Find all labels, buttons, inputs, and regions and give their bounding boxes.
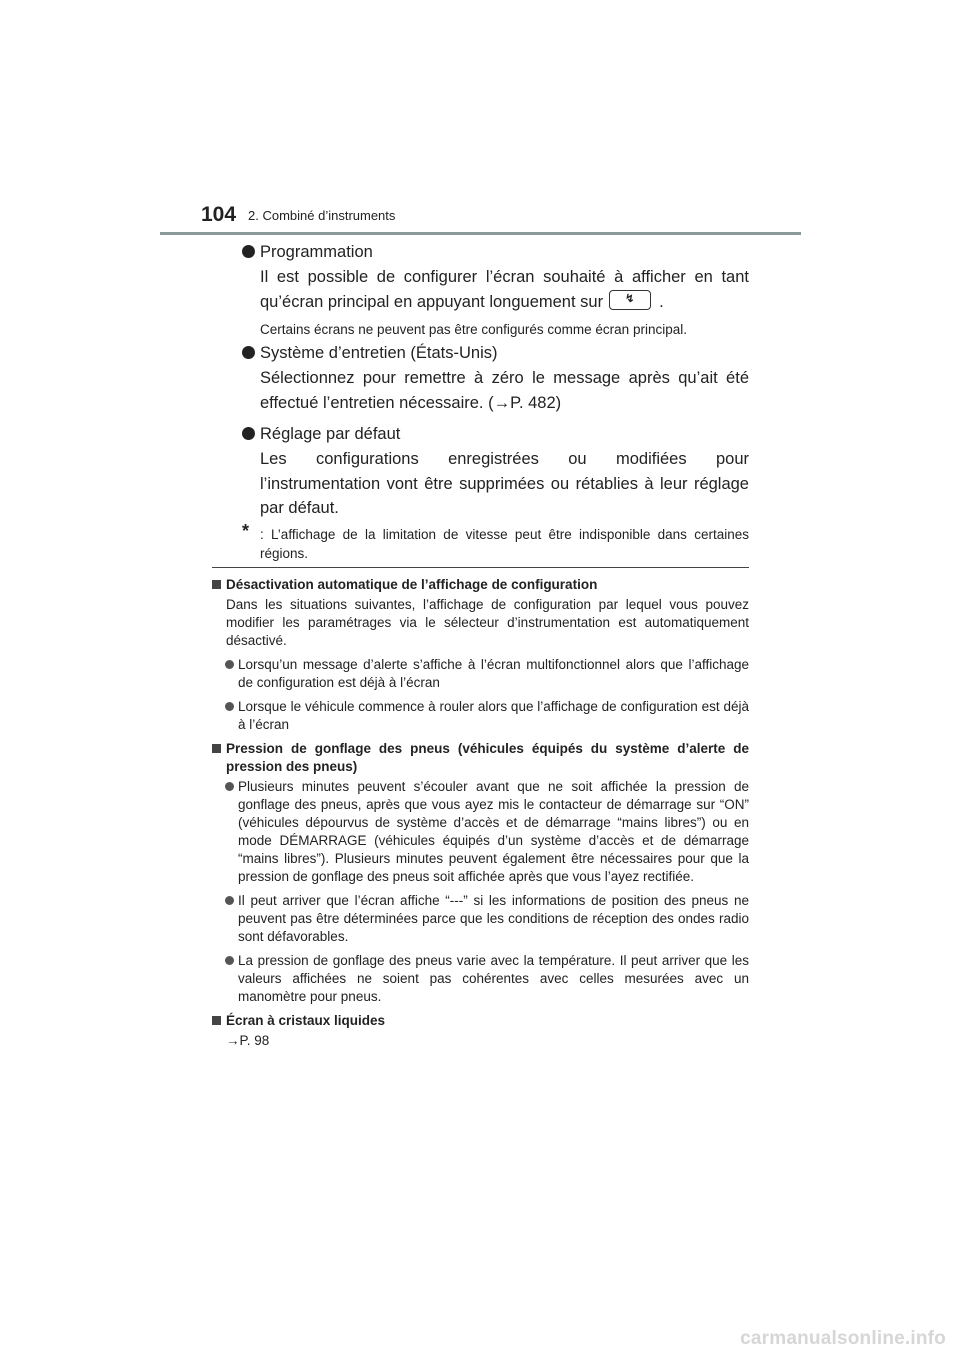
list-item-programmation [213,241,749,340]
header-rule [160,232,801,235]
footnote-mark: * [242,520,250,541]
settings-list [213,241,749,564]
item-body: Sélectionnez pour remettre à zéro le message après qu’ait été effectué l’entretien nécessaire. (→P. 482) [260,369,749,412]
page-number: 104 [201,203,237,226]
bullet-icon [225,660,234,669]
list-item: La pression de gonflage des pneus varie avec la température. Il peut arriver que les valeurs affichées ne soient pas cohérentes avec celles mesurées avec un manomètre pour pneus. [212,952,749,1006]
section-title: Pression de gonflage des pneus (véhicules équipés du système d’alerte de pression des pneus) [212,740,749,776]
section-title: Désactivation automatique de l’affichage de configuration [212,576,749,594]
section-intro: Dans les situations suivantes, l’affichage de configuration par lequel vous pouvez modifier les paramétrages via le sélecteur d’instrumentation est automatiquement désactivé. [226,597,749,648]
bullet-icon [242,346,255,359]
square-bullet-icon [212,580,221,589]
notes-sections [212,576,749,1050]
bullet-icon [225,896,234,905]
item-title: Système d’entretien (États-Unis) [260,344,498,362]
item-title: Réglage par défaut [260,425,401,443]
section-ecran-lcd [212,1012,749,1050]
bullet-icon [225,782,234,791]
bullet-icon [242,427,255,440]
footnote-text: : L’affichage de la limitation de vitesse peut être indisponible dans certaines régions. [260,526,749,561]
display-switch-icon: ↯ [609,290,651,310]
bullet-icon [225,702,234,711]
list-item: Plusieurs minutes peuvent s’écouler avant que ne soit affichée la pression de gonflage des pneus, après que vous ayez mis le contacteur de démarrage sur “ON” (véhicules dépourvus de système d’accès et de démarrage “mains libres”) ou en mode DÉMARRAGE (véhicules équipés d’un système d’accès et de démarrage “mains libres”). Plusieurs minutes peuvent également être nécessaires pour que la pression de gonflage des pneus soit affichée après que vous l’ayez rectifiée. [212,778,749,886]
section-desactivation [212,576,749,734]
list-item: Lorsque le véhicule commence à rouler alors que l’affichage de configuration est déjà à l’écran [212,698,749,734]
item-body-text: Il est possible de configurer l’écran souhaité à afficher en tant qu’écran principal en appuyant longuement sur [260,268,749,311]
list-item-entretien [213,342,749,415]
item-body-end: . [659,292,664,311]
item-body [260,265,749,314]
item-note: Certains écrans ne peuvent pas être configurés comme écran principal. [260,322,687,337]
footnote [213,520,749,564]
section-pression-pneus [212,740,749,1006]
list-item-reglage-defaut [213,423,749,521]
chapter-title: 2. Combiné d’instruments [248,208,396,223]
bullet-icon [225,956,234,965]
square-bullet-icon [212,1016,221,1025]
bullet-icon [242,245,255,258]
list-item: Lorsqu’un message d’alerte s’affiche à l’écran multifonctionnel alors que l’affichage de configuration est déjà à l’écran [212,656,749,692]
watermark: carmanualsonline.info [740,1328,946,1349]
list-item: Il peut arriver que l’écran affiche “---” si les informations de position des pneus ne peuvent pas être déterminées parce que les conditions de réception des ondes radio sont défavorables. [212,892,749,946]
item-title: Programmation [260,243,373,261]
section-rule [212,567,749,568]
square-bullet-icon [212,744,221,753]
item-body: Les configurations enregistrées ou modifiées pour l’instrumentation vont être supprimées ou rétablies à leur réglage par défaut. [260,450,749,517]
section-title: Écran à cristaux liquides [212,1012,749,1030]
page-reference: →P. 98 [226,1033,270,1048]
